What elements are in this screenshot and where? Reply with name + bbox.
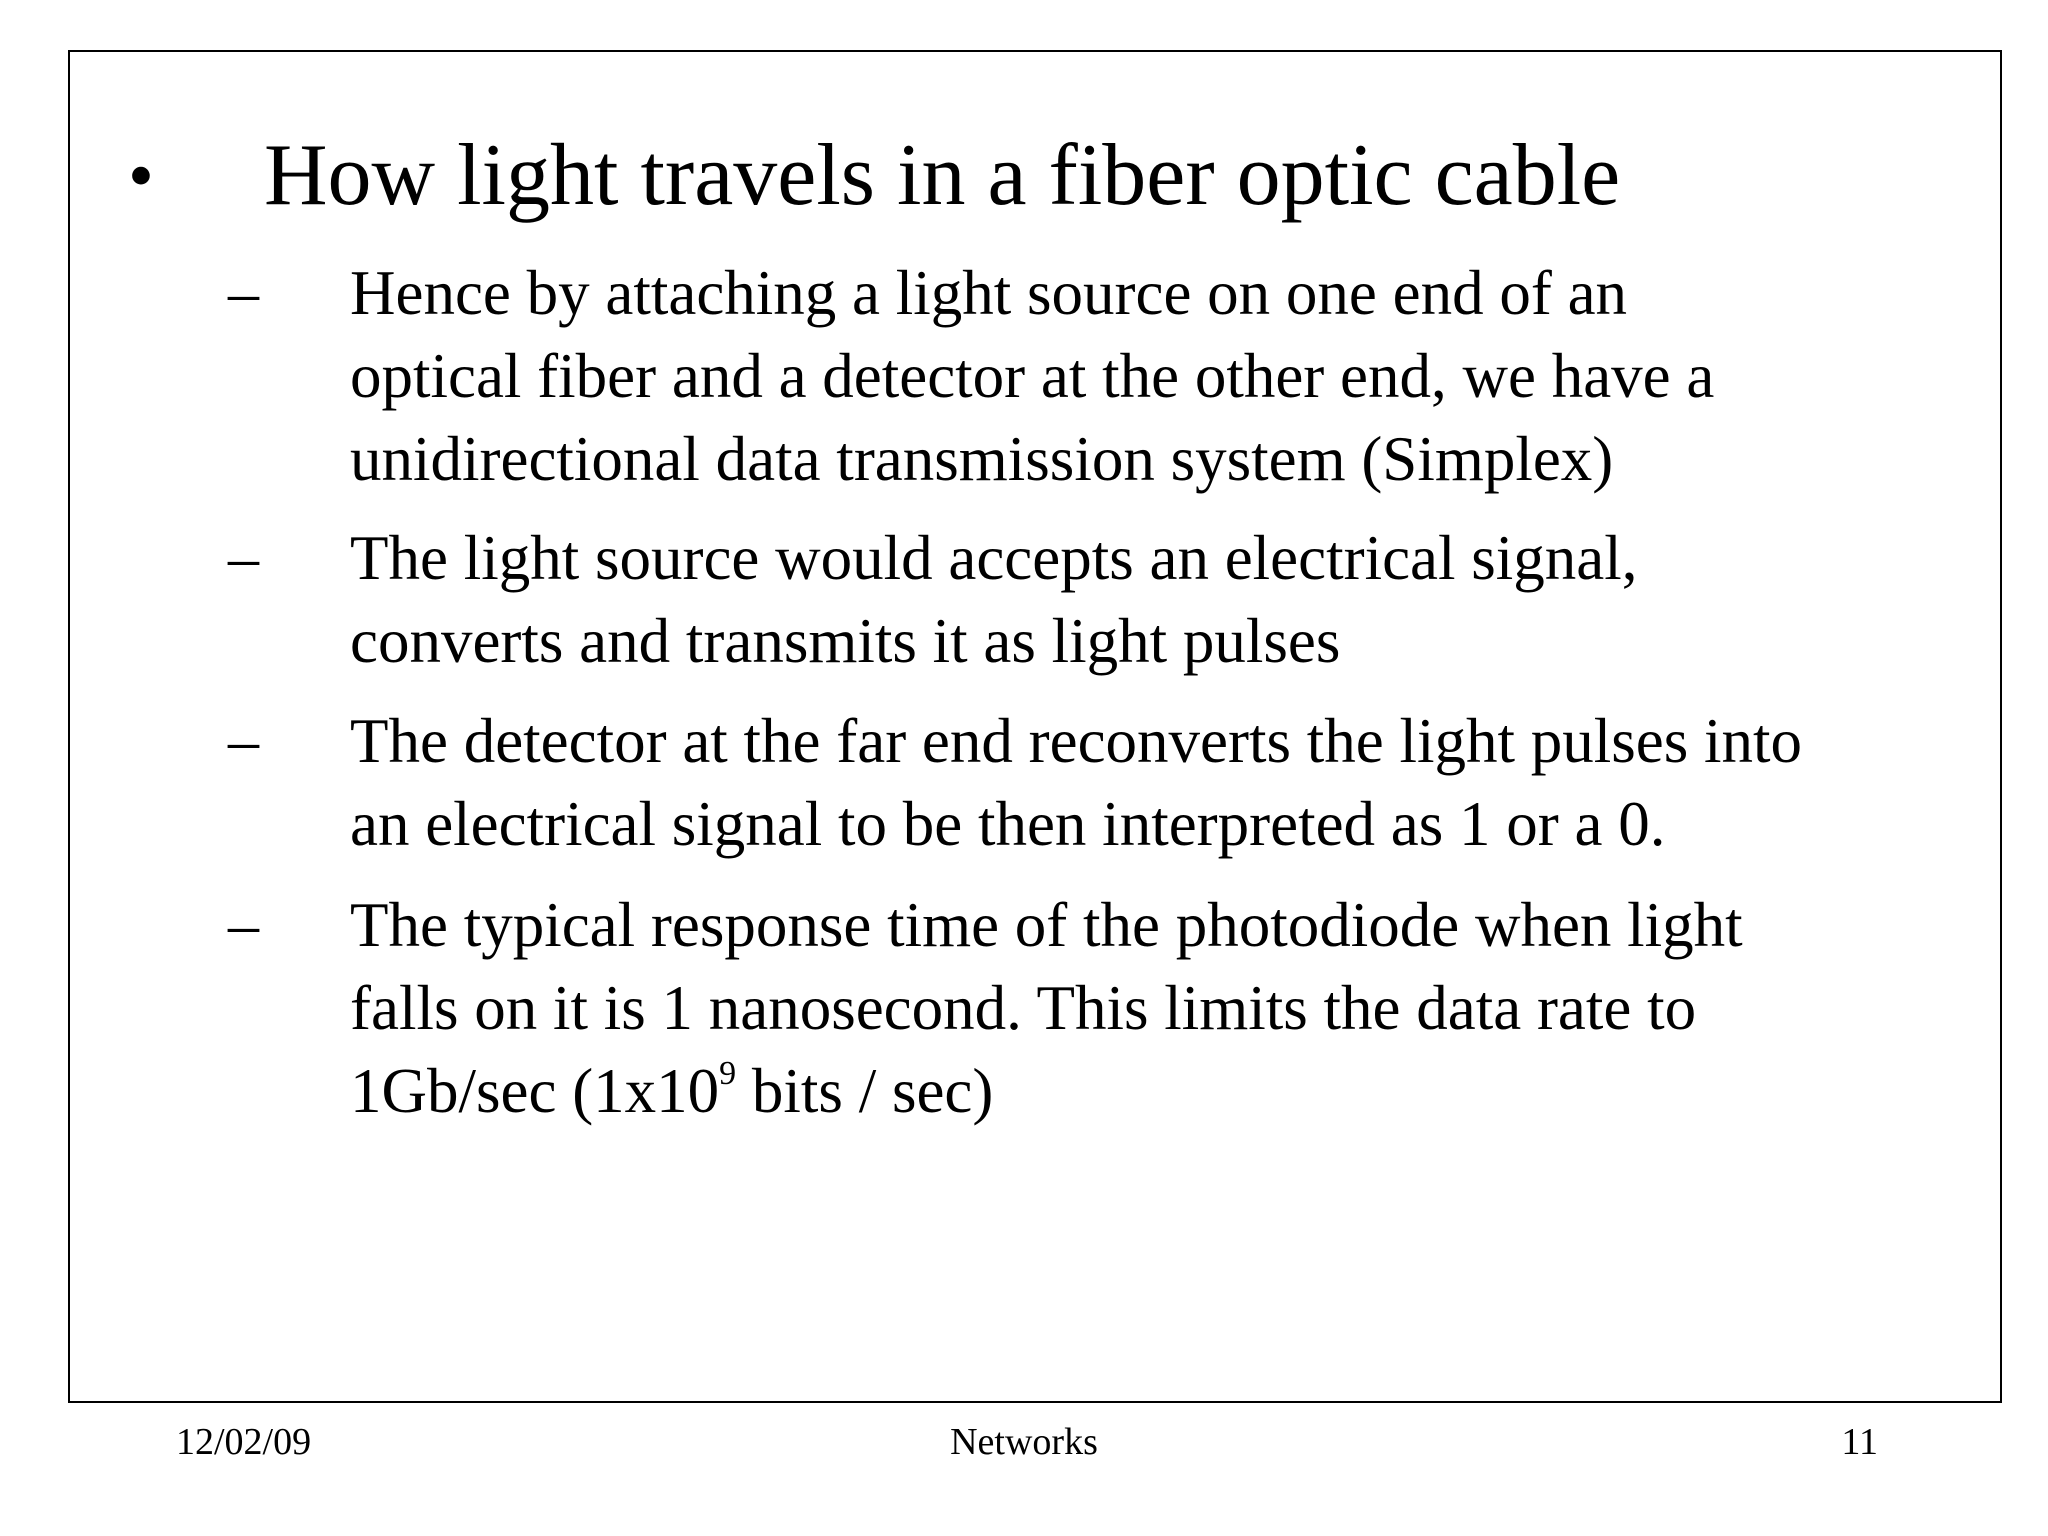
sub-bullet-text <box>350 884 1950 1133</box>
dash-icon: – <box>228 707 259 775</box>
text-segment: bits / sec) <box>736 1056 994 1126</box>
text-line-with-exponent <box>350 1050 1950 1133</box>
sub-bullet-text <box>350 700 1950 866</box>
footer-title: Networks <box>950 1421 1098 1463</box>
exponent: 9 <box>719 1055 737 1092</box>
text-line: The detector at the far end reconverts the light pulses into <box>350 706 1802 776</box>
footer-page-number: 11 <box>1841 1421 1878 1463</box>
sub-bullet-text <box>350 252 1950 501</box>
dash-icon: – <box>228 259 259 327</box>
text-line: falls on it is 1 nanosecond. This limits the data rate to <box>350 973 1697 1043</box>
footer-date: 12/02/09 <box>176 1421 312 1463</box>
main-bullet-icon: • <box>128 135 154 217</box>
text-line: Hence by attaching a light source on one end of an <box>350 258 1628 328</box>
text-line: an electrical signal to be then interpreted as 1 or a 0. <box>350 789 1666 859</box>
sub-bullet-text <box>350 517 1950 683</box>
slide-title: How light travels in a fiber optic cable <box>264 127 1621 224</box>
text-line: converts and transmits it as light pulses <box>350 606 1341 676</box>
text-line: The light source would accepts an electrical signal, <box>350 523 1638 593</box>
text-line: optical fiber and a detector at the other end, we have a <box>350 341 1715 411</box>
dash-icon: – <box>228 524 259 592</box>
text-segment: 1Gb/sec (1x10 <box>350 1056 720 1126</box>
text-line: The typical response time of the photodiode when light <box>350 890 1743 960</box>
text-line: unidirectional data transmission system (Simplex) <box>350 424 1614 494</box>
dash-icon: – <box>228 891 259 959</box>
